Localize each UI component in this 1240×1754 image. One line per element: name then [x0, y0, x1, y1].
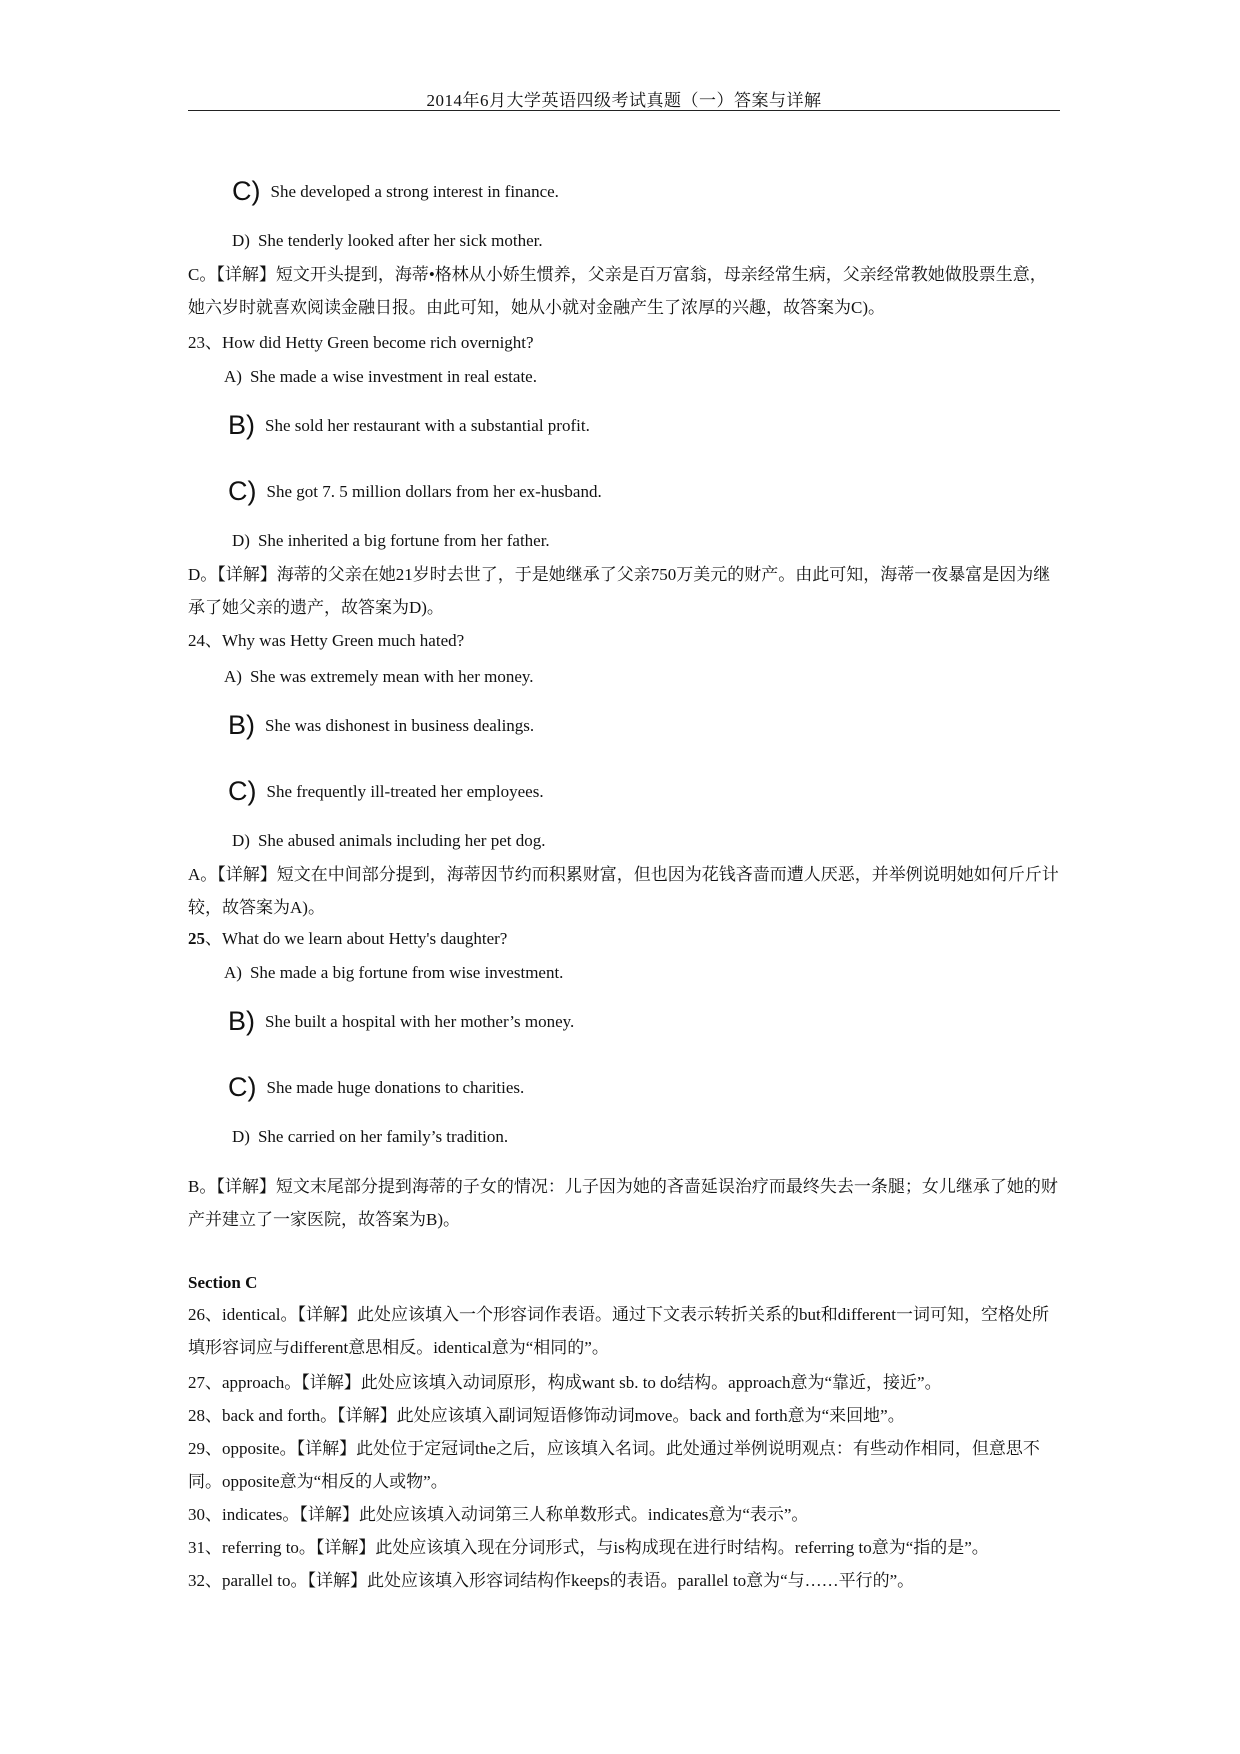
q25-option-b — [228, 1006, 575, 1036]
q25-option-d — [232, 1126, 508, 1148]
option-letter: C) — [228, 476, 257, 506]
option-text: She sold her restaurant with a substantial profit. — [265, 416, 590, 435]
option-text: She was dishonest in business dealings. — [265, 716, 535, 735]
answer-item-30: 30、indicates。【详解】此处应该填入动词第三人称单数形式。indicates意为“表示”。 — [188, 1505, 809, 1524]
q25-question — [188, 928, 507, 950]
option-letter: D) — [232, 531, 250, 550]
q23-option-d — [232, 530, 550, 552]
option-letter: A) — [224, 963, 242, 982]
question-number: 25 — [188, 929, 205, 948]
page-header-title: 2014年6月大学英语四级考试真题（一）答案与详解 — [426, 91, 822, 110]
q25-explanation: B。【详解】短文末尾部分提到海蒂的子女的情况：儿子因为她的吝啬延误治疗而最终失去一条腿；女儿继承了她的财产并建立了一家医院，故答案为B)。 — [188, 1177, 1058, 1229]
question-text: 、What do we learn about Hetty's daughter? — [205, 929, 508, 948]
header-rule — [188, 110, 1060, 111]
option-letter: C) — [232, 176, 261, 206]
option-text: She inherited a big fortune from her father. — [257, 531, 550, 550]
option-text: She made a big fortune from wise investment. — [249, 963, 564, 982]
q23-option-b — [228, 410, 590, 440]
q25-option-c — [228, 1072, 525, 1102]
option-letter: B) — [228, 1006, 255, 1036]
option-text: She built a hospital with her mother’s money. — [265, 1012, 575, 1031]
option-text: She made huge donations to charities. — [266, 1078, 525, 1097]
option-text: She was extremely mean with her money. — [249, 667, 534, 686]
option-text: She developed a strong interest in finance. — [270, 182, 559, 201]
option-letter: D) — [232, 831, 250, 850]
option-text: She frequently ill-treated her employees. — [266, 782, 544, 801]
answer-item-31: 31、referring to。【详解】此处应该填入现在分词形式，与is构成现在进行时结构。referring to意为“指的是”。 — [188, 1538, 989, 1557]
q25-option-a — [224, 962, 563, 984]
q24-option-d — [232, 830, 545, 852]
q23-option-c — [228, 476, 602, 506]
option-text: She got 7. 5 million dollars from her ex-husband. — [266, 482, 602, 501]
q24-question: 24、Why was Hetty Green much hated? — [188, 631, 465, 650]
option-letter: B) — [228, 710, 255, 740]
q22-option-c — [232, 176, 559, 206]
option-letter: D) — [232, 231, 250, 250]
option-text: She abused animals including her pet dog. — [257, 831, 546, 850]
q23-explanation: D。【详解】海蒂的父亲在她21岁时去世了，于是她继承了父亲750万美元的财产。由此可知，海蒂一夜暴富是因为继承了她父亲的遗产，故答案为D)。 — [188, 565, 1051, 617]
q22-option-d — [232, 230, 543, 252]
q24-option-a — [224, 666, 534, 688]
option-letter: C) — [228, 776, 257, 806]
option-text: She made a wise investment in real estate. — [249, 367, 537, 386]
answer-item-26: 26、identical。【详解】此处应该填入一个形容词作表语。通过下文表示转折关系的but和different一词可知，空格处所填形容词应与different意思相反。identical意为“相同的”。 — [188, 1305, 1049, 1357]
option-letter: C) — [228, 1072, 257, 1102]
option-letter: A) — [224, 667, 242, 686]
q24-option-c — [228, 776, 544, 806]
q24-option-b — [228, 710, 535, 740]
answer-item-32: 32、parallel to。【详解】此处应该填入形容词结构作keeps的表语。parallel to意为“与……平行的”。 — [188, 1571, 915, 1590]
option-letter: B) — [228, 410, 255, 440]
q23-question: 23、How did Hetty Green become rich overnight? — [188, 333, 534, 352]
q24-explanation: A。【详解】短文在中间部分提到，海蒂因节约而积累财富，但也因为花钱吝啬而遭人厌恶，并举例说明她如何斤斤计较，故答案为A)。 — [188, 865, 1059, 917]
option-letter: A) — [224, 367, 242, 386]
q23-option-a — [224, 366, 537, 388]
q22-explanation: C。【详解】短文开头提到，海蒂•格林从小娇生惯养，父亲是百万富翁，母亲经常生病，父亲经常教她做股票生意，她六岁时就喜欢阅读金融日报。由此可知，她从小就对金融产生了浓厚的兴趣，故答案为C)。 — [188, 265, 1047, 317]
answer-item-27: 27、approach。【详解】此处应该填入动词原形，构成want sb. to do结构。approach意为“靠近，接近”。 — [188, 1373, 942, 1392]
option-letter: D) — [232, 1127, 250, 1146]
section-c-title: Section C — [188, 1273, 258, 1292]
answer-item-28: 28、back and forth。【详解】此处应该填入副词短语修饰动词move。back and forth意为“来回地”。 — [188, 1406, 905, 1425]
answer-item-29: 29、opposite。【详解】此处位于定冠词the之后，应该填入名词。此处通过举例说明观点：有些动作相同，但意思不同。opposite意为“相反的人或物”。 — [188, 1439, 1040, 1491]
option-text: She carried on her family’s tradition. — [257, 1127, 509, 1146]
option-text: She tenderly looked after her sick mother. — [257, 231, 543, 250]
